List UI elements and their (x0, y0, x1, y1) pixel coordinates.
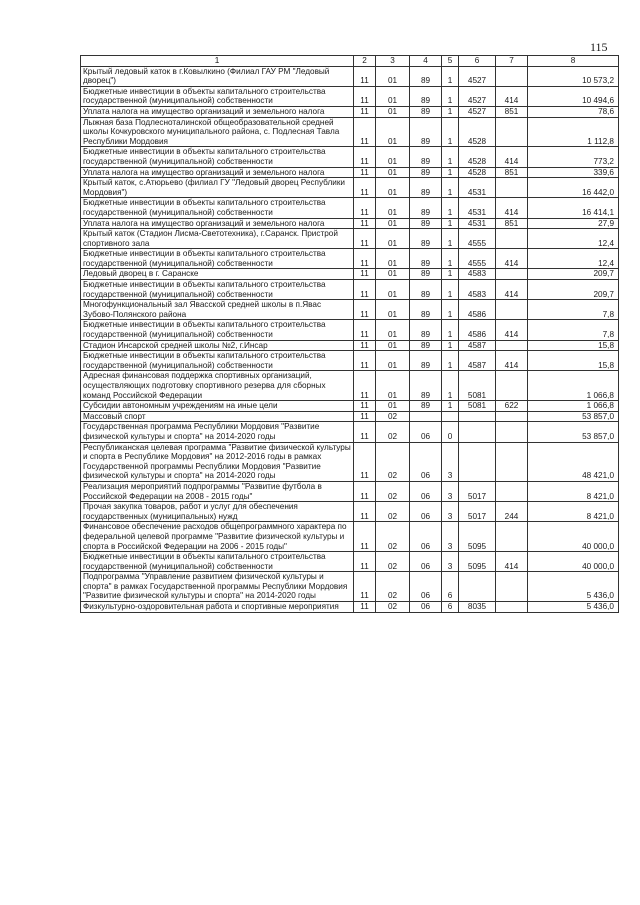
subprogram-code-cell: 1 (442, 371, 459, 401)
subsection-code-cell: 01 (376, 401, 410, 412)
program-code-cell: 06 (410, 522, 442, 552)
column-header: 5 (442, 56, 459, 67)
amount-cell: 773,2 (528, 147, 619, 167)
item-name-cell: Реализация мероприятий подпрограммы "Развитие футбола в Российской Федерации на 2008 - 2015 годы" (81, 481, 354, 501)
target-code-cell: 4528 (459, 147, 496, 167)
table-row (81, 229, 619, 249)
subsection-code-cell: 02 (376, 522, 410, 552)
program-code-cell: 89 (410, 198, 442, 218)
amount-cell: 40 000,0 (528, 522, 619, 552)
table-row (81, 411, 619, 422)
subsection-code-cell: 01 (376, 249, 410, 269)
expense-type-cell: 414 (496, 280, 528, 300)
item-name-cell: Бюджетные инвестиции в объекты капитального строительства государственной (муниципальной) собственности (81, 320, 354, 340)
expense-type-cell (496, 442, 528, 481)
table-row (81, 106, 619, 117)
subprogram-code-cell: 1 (442, 300, 459, 320)
target-code-cell: 4527 (459, 86, 496, 106)
program-code-cell: 89 (410, 249, 442, 269)
target-code-cell: 4587 (459, 351, 496, 371)
target-code-cell: 4531 (459, 178, 496, 198)
expense-type-cell: 414 (496, 320, 528, 340)
amount-cell: 53 857,0 (528, 411, 619, 422)
subsection-code-cell: 01 (376, 178, 410, 198)
column-header: 7 (496, 56, 528, 67)
target-code-cell: 5095 (459, 552, 496, 572)
item-name-cell: Бюджетные инвестиции в объекты капитального строительства государственной (муниципальной) собственности (81, 86, 354, 106)
section-code-cell: 11 (354, 552, 376, 572)
table-row (81, 481, 619, 501)
subsection-code-cell: 01 (376, 371, 410, 401)
subprogram-code-cell: 1 (442, 66, 459, 86)
section-code-cell: 11 (354, 572, 376, 602)
target-code-cell (459, 422, 496, 442)
column-header: 1 (81, 56, 354, 67)
column-header: 6 (459, 56, 496, 67)
item-name-cell: Бюджетные инвестиции в объекты капитального строительства государственной (муниципальной) собственности (81, 280, 354, 300)
expense-type-cell: 244 (496, 502, 528, 522)
amount-cell: 78,6 (528, 106, 619, 117)
target-code-cell: 4583 (459, 269, 496, 280)
item-name-cell: Уплата налога на имущество организаций и земельного налога (81, 106, 354, 117)
page-number: 115 (590, 40, 608, 54)
program-code-cell: 89 (410, 178, 442, 198)
program-code-cell: 89 (410, 340, 442, 351)
section-code-cell: 11 (354, 411, 376, 422)
item-name-cell: Бюджетные инвестиции в объекты капитального строительства государственной (муниципальной) собственности (81, 552, 354, 572)
subprogram-code-cell: 3 (442, 522, 459, 552)
section-code-cell: 11 (354, 371, 376, 401)
subsection-code-cell: 01 (376, 320, 410, 340)
subsection-code-cell: 02 (376, 442, 410, 481)
amount-cell: 1 066,8 (528, 371, 619, 401)
subsection-code-cell: 01 (376, 280, 410, 300)
subprogram-code-cell: 1 (442, 178, 459, 198)
section-code-cell: 11 (354, 300, 376, 320)
program-code-cell: 89 (410, 167, 442, 178)
expense-type-cell (496, 422, 528, 442)
table-row (81, 249, 619, 269)
target-code-cell: 4531 (459, 218, 496, 229)
target-code-cell: 5081 (459, 371, 496, 401)
expense-type-cell: 851 (496, 167, 528, 178)
section-code-cell: 11 (354, 249, 376, 269)
item-name-cell: Прочая закупка товаров, работ и услуг для обеспечения государственных (муниципальных) нужд (81, 502, 354, 522)
target-code-cell: 4527 (459, 106, 496, 117)
table-row (81, 351, 619, 371)
section-code-cell: 11 (354, 340, 376, 351)
subsection-code-cell: 02 (376, 411, 410, 422)
table-row (81, 66, 619, 86)
amount-cell: 12,4 (528, 249, 619, 269)
subprogram-code-cell: 1 (442, 269, 459, 280)
item-name-cell: Финансовое обеспечение расходов общепрограммного характера по федеральной целевой программе "Развитие физической культуры и спорта в Российской Федерации на 2006 - 2015 годы" (81, 522, 354, 552)
item-name-cell: Республиканская целевая программа "Развитие физической культуры и спорта в Республике Мордовия" на 2012-2016 годы в рамках Государственной программы Республики Мордовия "Развитие физической культуры и спорта" на 2014-2020 годы (81, 442, 354, 481)
amount-cell: 8 421,0 (528, 502, 619, 522)
program-code-cell (410, 411, 442, 422)
amount-cell: 10 573,2 (528, 66, 619, 86)
item-name-cell: Бюджетные инвестиции в объекты капитального строительства государственной (муниципальной) собственности (81, 147, 354, 167)
table-row (81, 280, 619, 300)
subprogram-code-cell: 1 (442, 218, 459, 229)
expense-type-cell (496, 117, 528, 147)
table-header-row (81, 56, 619, 67)
amount-cell: 8 421,0 (528, 481, 619, 501)
amount-cell: 5 436,0 (528, 572, 619, 602)
program-code-cell: 06 (410, 572, 442, 602)
section-code-cell: 11 (354, 117, 376, 147)
subsection-code-cell: 01 (376, 340, 410, 351)
section-code-cell: 11 (354, 522, 376, 552)
column-header: 2 (354, 56, 376, 67)
table-row (81, 269, 619, 280)
target-code-cell: 4583 (459, 280, 496, 300)
program-code-cell: 89 (410, 371, 442, 401)
item-name-cell: Уплата налога на имущество организаций и земельного налога (81, 218, 354, 229)
table-row (81, 320, 619, 340)
expense-type-cell: 851 (496, 218, 528, 229)
expense-type-cell (496, 481, 528, 501)
subprogram-code-cell: 1 (442, 117, 459, 147)
item-name-cell: Подпрограмма "Управление развитием физической культуры и спорта" в рамках Государственной программы Республики Мордовия "Развитие физической культуры и спорта" на 2014-2020 годы (81, 572, 354, 602)
item-name-cell: Бюджетные инвестиции в объекты капитального строительства государственной (муниципальной) собственности (81, 249, 354, 269)
subprogram-code-cell: 1 (442, 229, 459, 249)
target-code-cell: 5095 (459, 522, 496, 552)
section-code-cell: 11 (354, 401, 376, 412)
amount-cell: 48 421,0 (528, 442, 619, 481)
subsection-code-cell: 01 (376, 269, 410, 280)
expense-type-cell: 622 (496, 401, 528, 412)
subprogram-code-cell: 1 (442, 249, 459, 269)
program-code-cell: 89 (410, 66, 442, 86)
target-code-cell: 4555 (459, 229, 496, 249)
table-row (81, 371, 619, 401)
subsection-code-cell: 01 (376, 351, 410, 371)
amount-cell: 15,8 (528, 351, 619, 371)
subsection-code-cell: 02 (376, 602, 410, 613)
target-code-cell (459, 442, 496, 481)
section-code-cell: 11 (354, 602, 376, 613)
table-row (81, 218, 619, 229)
subsection-code-cell: 02 (376, 502, 410, 522)
target-code-cell: 5081 (459, 401, 496, 412)
subsection-code-cell: 02 (376, 572, 410, 602)
item-name-cell: Субсидии автономным учреждениям на иные цели (81, 401, 354, 412)
subprogram-code-cell: 3 (442, 502, 459, 522)
subprogram-code-cell: 1 (442, 86, 459, 106)
section-code-cell: 11 (354, 422, 376, 442)
subsection-code-cell: 02 (376, 481, 410, 501)
subsection-code-cell: 02 (376, 552, 410, 572)
program-code-cell: 89 (410, 269, 442, 280)
section-code-cell: 11 (354, 481, 376, 501)
subsection-code-cell: 01 (376, 229, 410, 249)
amount-cell: 15,8 (528, 340, 619, 351)
table-row (81, 442, 619, 481)
amount-cell: 7,8 (528, 300, 619, 320)
table-row (81, 602, 619, 613)
amount-cell: 209,7 (528, 280, 619, 300)
target-code-cell: 4586 (459, 300, 496, 320)
item-name-cell: Многофункциональный зал Явасской средней школы в п.Явас Зубово-Полянского района (81, 300, 354, 320)
item-name-cell: Уплата налога на имущество организаций и земельного налога (81, 167, 354, 178)
subsection-code-cell: 01 (376, 106, 410, 117)
table-row (81, 522, 619, 552)
subprogram-code-cell: 1 (442, 147, 459, 167)
subprogram-code-cell: 1 (442, 167, 459, 178)
subsection-code-cell: 01 (376, 117, 410, 147)
table-row (81, 86, 619, 106)
expense-type-cell: 414 (496, 552, 528, 572)
expense-type-cell (496, 602, 528, 613)
expense-type-cell (496, 371, 528, 401)
subprogram-code-cell: 3 (442, 442, 459, 481)
expense-type-cell (496, 340, 528, 351)
program-code-cell: 06 (410, 552, 442, 572)
section-code-cell: 11 (354, 198, 376, 218)
program-code-cell: 89 (410, 117, 442, 147)
expense-type-cell: 414 (496, 249, 528, 269)
subprogram-code-cell: 1 (442, 106, 459, 117)
subprogram-code-cell: 3 (442, 481, 459, 501)
subsection-code-cell: 01 (376, 300, 410, 320)
column-header: 4 (410, 56, 442, 67)
subsection-code-cell: 01 (376, 86, 410, 106)
item-name-cell: Крытый каток (Стадион Лисма-Светотехника), г.Саранск. Пристрой спортивного зала (81, 229, 354, 249)
section-code-cell: 11 (354, 147, 376, 167)
amount-cell: 1 066,8 (528, 401, 619, 412)
section-code-cell: 11 (354, 280, 376, 300)
amount-cell: 16 414,1 (528, 198, 619, 218)
amount-cell: 209,7 (528, 269, 619, 280)
program-code-cell: 89 (410, 229, 442, 249)
table-row (81, 198, 619, 218)
amount-cell: 5 436,0 (528, 602, 619, 613)
column-header: 3 (376, 56, 410, 67)
amount-cell: 27,9 (528, 218, 619, 229)
target-code-cell: 4586 (459, 320, 496, 340)
amount-cell: 12,4 (528, 229, 619, 249)
section-code-cell: 11 (354, 218, 376, 229)
target-code-cell: 4555 (459, 249, 496, 269)
subsection-code-cell: 01 (376, 198, 410, 218)
section-code-cell: 11 (354, 229, 376, 249)
program-code-cell: 89 (410, 106, 442, 117)
program-code-cell: 89 (410, 401, 442, 412)
target-code-cell: 5017 (459, 481, 496, 501)
section-code-cell: 11 (354, 66, 376, 86)
subprogram-code-cell: 1 (442, 351, 459, 371)
expense-type-cell: 851 (496, 106, 528, 117)
table-body (81, 66, 619, 612)
program-code-cell: 89 (410, 218, 442, 229)
program-code-cell: 89 (410, 147, 442, 167)
amount-cell: 40 000,0 (528, 552, 619, 572)
section-code-cell: 11 (354, 167, 376, 178)
expense-type-cell (496, 572, 528, 602)
subprogram-code-cell (442, 411, 459, 422)
subprogram-code-cell: 6 (442, 602, 459, 613)
program-code-cell: 89 (410, 280, 442, 300)
subprogram-code-cell: 1 (442, 340, 459, 351)
program-code-cell: 06 (410, 422, 442, 442)
item-name-cell: Бюджетные инвестиции в объекты капитального строительства государственной (муниципальной) собственности (81, 351, 354, 371)
subsection-code-cell: 01 (376, 66, 410, 86)
amount-cell: 16 442,0 (528, 178, 619, 198)
amount-cell: 7,8 (528, 320, 619, 340)
expense-type-cell (496, 178, 528, 198)
column-header: 8 (528, 56, 619, 67)
item-name-cell: Стадион Инсарской средней школы №2, г.Инсар (81, 340, 354, 351)
target-code-cell: 4531 (459, 198, 496, 218)
item-name-cell: Массовый спорт (81, 411, 354, 422)
subsection-code-cell: 01 (376, 167, 410, 178)
item-name-cell: Адресная финансовая поддержка спортивных организаций, осуществляющих подготовку спортивного резерва для сборных команд Российской Федерации (81, 371, 354, 401)
section-code-cell: 11 (354, 320, 376, 340)
program-code-cell: 06 (410, 602, 442, 613)
item-name-cell: Физкультурно-оздоровительная работа и спортивные мероприятия (81, 602, 354, 613)
program-code-cell: 06 (410, 442, 442, 481)
program-code-cell: 89 (410, 300, 442, 320)
section-code-cell: 11 (354, 351, 376, 371)
subsection-code-cell: 01 (376, 218, 410, 229)
subprogram-code-cell: 1 (442, 280, 459, 300)
item-name-cell: Бюджетные инвестиции в объекты капитального строительства государственной (муниципальной) собственности (81, 198, 354, 218)
target-code-cell: 5017 (459, 502, 496, 522)
table-row (81, 552, 619, 572)
item-name-cell: Ледовый дворец в г. Саранске (81, 269, 354, 280)
program-code-cell: 06 (410, 502, 442, 522)
target-code-cell: 4587 (459, 340, 496, 351)
subprogram-code-cell: 1 (442, 320, 459, 340)
subsection-code-cell: 01 (376, 147, 410, 167)
item-name-cell: Крытый ледовый каток в г.Ковылкино (Филиал ГАУ РМ "Ледовый дворец") (81, 66, 354, 86)
section-code-cell: 11 (354, 269, 376, 280)
section-code-cell: 11 (354, 178, 376, 198)
expense-type-cell (496, 522, 528, 552)
amount-cell: 53 857,0 (528, 422, 619, 442)
table-row (81, 300, 619, 320)
subsection-code-cell: 02 (376, 422, 410, 442)
expense-type-cell: 414 (496, 86, 528, 106)
program-code-cell: 89 (410, 86, 442, 106)
table-row (81, 178, 619, 198)
item-name-cell: Крытый каток, с.Атюрьево (филиал ГУ "Ледовый дворец Республики Мордовия") (81, 178, 354, 198)
program-code-cell: 89 (410, 351, 442, 371)
table-row (81, 167, 619, 178)
section-code-cell: 11 (354, 106, 376, 117)
amount-cell: 10 494,6 (528, 86, 619, 106)
target-code-cell (459, 572, 496, 602)
target-code-cell: 4527 (459, 66, 496, 86)
expense-type-cell (496, 411, 528, 422)
section-code-cell: 11 (354, 442, 376, 481)
amount-cell: 1 112,8 (528, 117, 619, 147)
item-name-cell: Лыжная база Подлесноталинской общеобразовательной средней школы Кочкуровского муниципального района, с. Подлесная Тавла Республики Мордовия (81, 117, 354, 147)
program-code-cell: 89 (410, 320, 442, 340)
target-code-cell: 8035 (459, 602, 496, 613)
table-row (81, 117, 619, 147)
table-row (81, 502, 619, 522)
section-code-cell: 11 (354, 502, 376, 522)
expense-type-cell (496, 300, 528, 320)
expense-type-cell (496, 269, 528, 280)
target-code-cell (459, 411, 496, 422)
target-code-cell: 4528 (459, 167, 496, 178)
table-row (81, 572, 619, 602)
subprogram-code-cell: 1 (442, 198, 459, 218)
expense-type-cell (496, 229, 528, 249)
table-row (81, 401, 619, 412)
section-code-cell: 11 (354, 86, 376, 106)
expense-type-cell: 414 (496, 147, 528, 167)
budget-table (80, 55, 619, 613)
table-row (81, 147, 619, 167)
expense-type-cell: 414 (496, 198, 528, 218)
expense-type-cell: 414 (496, 351, 528, 371)
table-row (81, 422, 619, 442)
amount-cell: 339,6 (528, 167, 619, 178)
subprogram-code-cell: 1 (442, 401, 459, 412)
expense-type-cell (496, 66, 528, 86)
subprogram-code-cell: 6 (442, 572, 459, 602)
table-row (81, 340, 619, 351)
program-code-cell: 06 (410, 481, 442, 501)
item-name-cell: Государственная программа Республики Мордовия "Развитие физической культуры и спорта" на 2014-2020 годы (81, 422, 354, 442)
subprogram-code-cell: 3 (442, 552, 459, 572)
target-code-cell: 4528 (459, 117, 496, 147)
subprogram-code-cell: 0 (442, 422, 459, 442)
